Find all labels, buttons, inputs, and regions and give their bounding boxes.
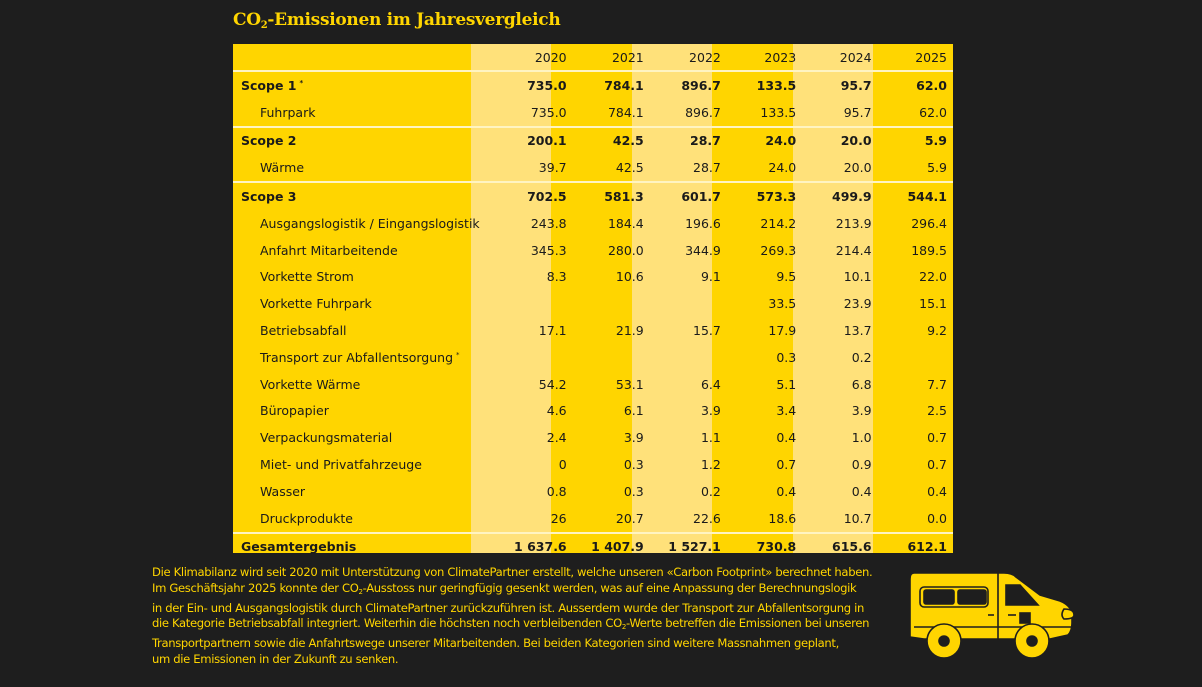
value-cell-2025: 0.7 — [927, 457, 947, 473]
value-cell-2024: 214.4 — [835, 242, 872, 258]
value-cell-2020: 345.3 — [530, 242, 567, 258]
value-cell-2022: 1 527.1 — [650, 533, 727, 561]
value-cell-2023: 0.7 — [776, 457, 797, 473]
value-cell-2025: 9.2 — [927, 323, 947, 339]
value-cell-2024: 20.0 — [802, 127, 877, 155]
row-label-text: Anfahrt Mitarbeitende — [260, 242, 398, 258]
text-span: -Ausstoss nur geringfügig gesenkt werden, was auf eine Anpassung der Berechnungslogik — [362, 580, 857, 595]
page-title — [233, 10, 560, 31]
value-cell-2022: 1.1 — [700, 430, 721, 446]
value-cell-2021: 20.7 — [615, 510, 644, 526]
emissions-table — [233, 44, 953, 553]
title-suffix: -Emissionen im Jahresvergleich — [267, 10, 561, 30]
paragraph-line: in der Ein- und Ausgangslogistik durch ClimatePartner zurückzuführen ist. Ausserdem wurde der Transport zur Abfallentsorgung in — [152, 600, 864, 615]
title-prefix: CO — [233, 10, 261, 30]
value-cell-2021: 581.3 — [573, 182, 650, 210]
value-cell-2022: 15.7 — [693, 323, 721, 339]
table-row-total — [233, 533, 953, 561]
paragraph-line: Die Klimabilanz wird seit 2020 mit Unterstützung von ClimatePartner erstellt, welche unseren «Carbon Footprint» berechnet haben. — [152, 565, 873, 579]
value-cell-2025: 544.1 — [878, 182, 953, 210]
row-label-text: Büropapier — [260, 403, 329, 419]
value-cell-2024: 95.7 — [843, 104, 872, 120]
table-row — [233, 99, 953, 127]
value-cell-2025: 612.1 — [878, 533, 953, 561]
row-label-text: Scope 3 — [241, 189, 297, 205]
value-cell-2023: 133.5 — [727, 71, 802, 99]
table-row-total — [233, 182, 953, 210]
value-cell-2025: 2.5 — [927, 403, 947, 419]
value-cell-2023: 9.5 — [776, 269, 797, 285]
row-label — [233, 505, 496, 533]
value-cell-2023: 3.4 — [776, 403, 797, 419]
value-cell-2023: 0.4 — [776, 483, 797, 499]
row-label — [233, 99, 496, 127]
table-row — [233, 344, 953, 371]
header-year-2020: 2020 — [534, 49, 567, 65]
value-cell-2024: 615.6 — [802, 533, 877, 561]
value-cell-2021: 21.9 — [615, 323, 644, 339]
value-cell-2022: 9.1 — [700, 269, 721, 285]
description-paragraph — [152, 565, 902, 668]
row-label-text: Scope 1 — [241, 77, 297, 93]
row-label-text: Druckprodukte — [260, 510, 353, 526]
row-label-text: Fuhrpark — [260, 104, 316, 120]
value-cell-2020: 735.0 — [496, 71, 573, 99]
value-cell-2022: 3.9 — [700, 403, 721, 419]
header-year-2025: 2025 — [915, 49, 947, 65]
row-label — [233, 237, 496, 264]
value-cell-2021: 10.6 — [615, 269, 644, 285]
table-row — [233, 424, 953, 451]
value-cell-2023: 24.0 — [768, 160, 797, 176]
value-cell-2022: 22.6 — [693, 510, 721, 526]
value-cell-2021 — [573, 290, 650, 317]
row-label — [233, 264, 496, 291]
row-label-text: Wärme — [260, 160, 305, 176]
value-cell-2023: 214.2 — [760, 215, 797, 231]
value-cell-2021: 53.1 — [615, 376, 644, 392]
header-year-2022: 2022 — [689, 49, 721, 65]
value-cell-2025: 5.9 — [927, 160, 947, 176]
value-cell-2022: 28.7 — [650, 127, 727, 155]
subscript: 2 — [621, 623, 626, 632]
value-cell-2023: 18.6 — [768, 510, 797, 526]
value-cell-2022: 6.4 — [700, 376, 721, 392]
text-span: die Kategorie Betriebsabfall integriert. Weiterhin die höchsten noch verbleibenden CO — [152, 616, 622, 631]
value-cell-2023: 33.5 — [768, 296, 797, 312]
footnote-marker: * — [456, 350, 460, 359]
value-cell-2025: 189.5 — [911, 242, 947, 258]
value-cell-2025: 15.1 — [919, 296, 947, 312]
value-cell-2021: 784.1 — [573, 71, 650, 99]
row-label-text: Ausgangslogistik / Eingangslogistik — [260, 215, 480, 231]
value-cell-2024: 0.9 — [851, 457, 872, 473]
value-cell-2021: 0.3 — [623, 457, 644, 473]
row-label-text: Verpackungsmaterial — [260, 430, 393, 446]
value-cell-2021: 1 407.9 — [573, 533, 650, 561]
header-year-2024: 2024 — [839, 49, 872, 65]
row-label — [233, 478, 496, 505]
van-icon — [900, 565, 1078, 665]
row-label — [233, 533, 496, 561]
table-row — [233, 505, 953, 533]
value-cell-2024: 0.2 — [851, 349, 872, 365]
paragraph-line: Transportpartnern sowie die Anfahrtswege unserer Mitarbeitenden. Bei beiden Kategorien sind weitere Massnahmen geplant, — [152, 636, 839, 651]
row-label-text: Vorkette Wärme — [260, 376, 361, 392]
value-cell-2021: 184.4 — [607, 215, 644, 231]
value-cell-2024: 499.9 — [802, 182, 877, 210]
value-cell-2020: 0.8 — [546, 483, 567, 499]
value-cell-2024: 10.1 — [843, 269, 872, 285]
value-cell-2020: 2.4 — [546, 430, 567, 446]
row-label-text: Gesamtergebnis — [241, 539, 357, 555]
value-cell-2020: 4.6 — [546, 403, 567, 419]
value-cell-2021: 42.5 — [573, 127, 650, 155]
value-cell-2020: 243.8 — [530, 215, 567, 231]
table-row — [233, 371, 953, 398]
row-label — [233, 344, 496, 371]
table-row — [233, 210, 953, 237]
row-label-text: Wasser — [260, 483, 306, 499]
table-row — [233, 478, 953, 505]
value-cell-2020: 17.1 — [538, 323, 567, 339]
value-cell-2021: 784.1 — [607, 104, 644, 120]
value-cell-2022: 896.7 — [650, 71, 727, 99]
row-label — [233, 154, 496, 182]
paragraph-line — [152, 616, 902, 636]
value-cell-2023: 24.0 — [727, 127, 802, 155]
header-label-cell — [233, 44, 496, 71]
value-cell-2024: 1.0 — [851, 430, 872, 446]
value-cell-2020: 1 637.6 — [496, 533, 573, 561]
subscript: 2 — [358, 587, 363, 596]
value-cell-2023: 5.1 — [776, 376, 797, 392]
value-cell-2021: 3.9 — [623, 430, 644, 446]
table-row — [233, 154, 953, 182]
row-label — [233, 371, 496, 398]
value-cell-2023: 0.3 — [776, 349, 797, 365]
value-cell-2025 — [878, 344, 953, 371]
value-cell-2025: 22.0 — [919, 269, 947, 285]
value-cell-2024: 10.7 — [843, 510, 872, 526]
row-label — [233, 210, 496, 237]
row-label-text: Vorkette Fuhrpark — [260, 296, 372, 312]
value-cell-2022: 1.2 — [700, 457, 721, 473]
value-cell-2022: 0.2 — [700, 483, 721, 499]
title-subscript: 2 — [260, 20, 268, 31]
value-cell-2021: 0.3 — [623, 483, 644, 499]
value-cell-2023: 133.5 — [760, 104, 797, 120]
value-cell-2024: 0.4 — [851, 483, 872, 499]
value-cell-2023: 0.4 — [776, 430, 797, 446]
value-cell-2020: 735.0 — [530, 104, 567, 120]
value-cell-2022: 344.9 — [685, 242, 721, 258]
table-row — [233, 317, 953, 344]
value-cell-2025: 5.9 — [878, 127, 953, 155]
row-label — [233, 398, 496, 425]
value-cell-2020 — [496, 344, 573, 371]
value-cell-2020: 702.5 — [496, 182, 573, 210]
paragraph-line: um die Emissionen in der Zukunft zu senken. — [152, 651, 399, 666]
value-cell-2025: 296.4 — [911, 215, 947, 231]
row-label — [233, 317, 496, 344]
value-cell-2020: 54.2 — [538, 376, 567, 392]
footnote-marker: * — [299, 78, 304, 87]
value-cell-2023: 573.3 — [727, 182, 802, 210]
row-label — [233, 127, 496, 155]
header-year-2021: 2021 — [611, 49, 644, 65]
value-cell-2022: 28.7 — [693, 160, 721, 176]
table-row — [233, 451, 953, 478]
text-span: Im Geschäftsjahr 2025 konnte der CO — [152, 580, 359, 595]
table-row — [233, 398, 953, 425]
value-cell-2021: 42.5 — [615, 160, 644, 176]
value-cell-2023: 269.3 — [760, 242, 797, 258]
value-cell-2025: 0.0 — [927, 510, 947, 526]
value-cell-2021: 280.0 — [607, 242, 644, 258]
value-cell-2024: 23.9 — [843, 296, 872, 312]
value-cell-2022 — [650, 344, 727, 371]
value-cell-2025: 0.4 — [927, 483, 947, 499]
value-cell-2020: 0 — [558, 457, 567, 473]
table-row-total — [233, 71, 953, 99]
row-label — [233, 71, 496, 99]
row-label — [233, 182, 496, 210]
value-cell-2024: 3.9 — [851, 403, 872, 419]
value-cell-2020: 26 — [550, 510, 567, 526]
value-cell-2023: 730.8 — [727, 533, 802, 561]
row-label — [233, 451, 496, 478]
value-cell-2024: 213.9 — [835, 215, 872, 231]
value-cell-2021: 6.1 — [623, 403, 644, 419]
value-cell-2023: 17.9 — [768, 323, 797, 339]
value-cell-2022: 896.7 — [685, 104, 721, 120]
value-cell-2022: 196.6 — [685, 215, 721, 231]
emissions-data-table — [233, 44, 953, 560]
row-label — [233, 290, 496, 317]
table-row — [233, 264, 953, 291]
value-cell-2025: 0.7 — [927, 430, 947, 446]
value-cell-2022 — [650, 290, 727, 317]
value-cell-2022: 601.7 — [650, 182, 727, 210]
value-cell-2025: 62.0 — [878, 71, 953, 99]
table-row-total — [233, 127, 953, 155]
row-label-text: Betriebsabfall — [260, 323, 347, 339]
row-label-text: Vorkette Strom — [260, 269, 354, 285]
header-year-2023: 2023 — [764, 49, 797, 65]
paragraph-line — [152, 581, 902, 601]
value-cell-2025: 62.0 — [919, 104, 947, 120]
value-cell-2020: 8.3 — [546, 269, 567, 285]
table-row — [233, 290, 953, 317]
value-cell-2025: 7.7 — [927, 376, 947, 392]
value-cell-2020 — [496, 290, 573, 317]
row-label — [233, 424, 496, 451]
table-row — [233, 237, 953, 264]
row-label-text: Scope 2 — [241, 133, 297, 149]
value-cell-2020: 39.7 — [538, 160, 567, 176]
value-cell-2024: 13.7 — [843, 323, 872, 339]
text-span: -Werte betreffen die Emissionen bei unseren — [625, 616, 870, 631]
table-header-row — [233, 44, 953, 71]
value-cell-2024: 6.8 — [851, 376, 872, 392]
value-cell-2020: 200.1 — [496, 127, 573, 155]
value-cell-2024: 20.0 — [843, 160, 872, 176]
row-label-text: Transport zur Abfallentsorgung — [260, 349, 454, 365]
row-label-text: Miet- und Privatfahrzeuge — [260, 457, 422, 473]
value-cell-2024: 95.7 — [802, 71, 877, 99]
value-cell-2021 — [573, 344, 650, 371]
